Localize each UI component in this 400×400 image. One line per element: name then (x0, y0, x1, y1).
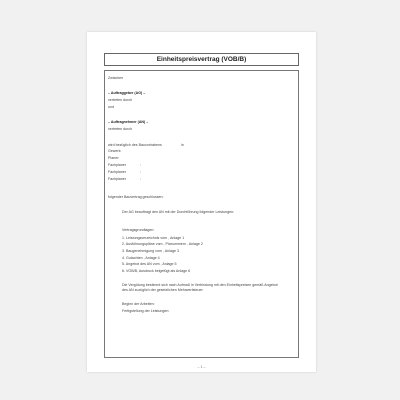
verguetung-line-2: des AN zuzüglich der gesetzlichen Mehrwertsteuer. (122, 288, 204, 292)
gewerk-label: Gewerk: (108, 149, 122, 153)
bauvorhaben-in: in (181, 143, 184, 147)
fachplaner-colon-3: : (140, 177, 141, 181)
fachplaner-label-1: Fachplaner (108, 163, 126, 167)
fertigstellung-label: Fertigstellung der Leistungen: (122, 309, 170, 313)
an-vertreten-text: vertreten durch (108, 127, 133, 131)
fachplaner-label-3: Fachplaner (108, 177, 126, 181)
grundlagen-item: 2. Ausführungspläne vom , Planummern , Anlage 2 (122, 242, 203, 246)
fachplaner-label-2: Fachplaner (108, 170, 126, 174)
beginn-label: Beginn der Arbeiten: (122, 302, 155, 306)
bauvorhaben-label: wird bezüglich des Bauvorhabens (108, 143, 162, 147)
document-page (87, 32, 316, 372)
grundlagen-item: 3. Baugenehmigung vom , Anlage 3 (122, 249, 179, 253)
zwischen-text: Zwischen (108, 76, 124, 80)
page-number: – 1 – (197, 365, 206, 369)
ag-heading: – Auftraggeber (AG) – (108, 91, 146, 95)
und-text: und (108, 105, 114, 109)
fachplaner-colon-1: : (140, 163, 141, 167)
grundlagen-heading: Vertragsgrundlagen: (122, 228, 155, 232)
planer-label: Planer: (108, 156, 120, 160)
document-title: Einheitspreisvertrag (VOB/B) (104, 53, 299, 66)
grundlagen-item: 5. Angebot des AN vom , Anlage 5 (122, 262, 177, 266)
ag-vertreten-text: vertreten durch (108, 98, 133, 102)
geschlossen-text: folgender Bauvertrag geschlossen: (108, 195, 164, 199)
beauftragt-text: Der AG beauftragt den AN mit der Durchführung folgender Leistungen: (122, 210, 235, 214)
grundlagen-item: 1. Leistungsverzeichnis vom , Anlage 1 (122, 236, 185, 240)
fachplaner-colon-2: : (140, 170, 141, 174)
contract-frame (104, 70, 299, 358)
verguetung-line-1: Die Vergütung bestimmt sich nach Aufmaß in Verbindung mit den Einheitspreisen gemäß Angebot (122, 283, 278, 287)
grundlagen-item: 4. Gutachten , Anlage 4 (122, 256, 160, 260)
an-heading: – Auftragnehmer (AN) – (108, 120, 149, 124)
grundlagen-item: 6. VOB/B, Ausdruck beigefügt als Anlage 6 (122, 269, 191, 273)
